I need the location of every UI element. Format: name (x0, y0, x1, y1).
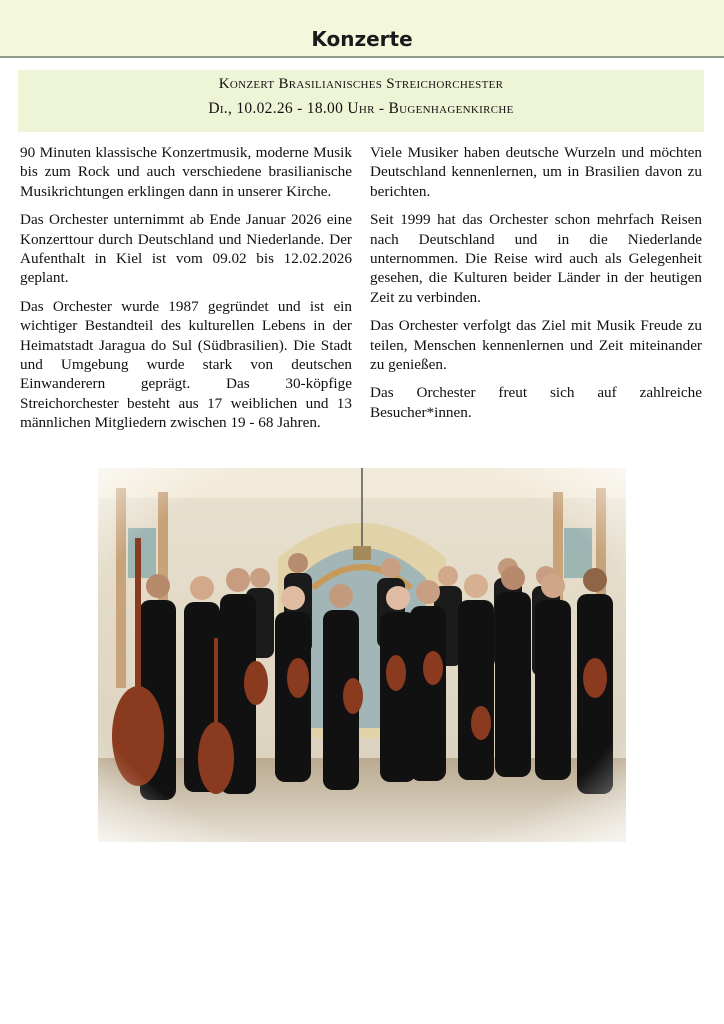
paragraph: Das Orchester verfolgt das Ziel mit Musik Freude zu teilen, Menschen kennenlernen und Zeit miteinander zu genießen. (370, 317, 702, 374)
orchestra-photo (98, 468, 626, 842)
page-header (0, 0, 724, 58)
article-column-left (20, 143, 352, 442)
article-column-right (370, 143, 702, 431)
event-title: Konzert Brasilianisches Streichorchester (218, 76, 504, 92)
paragraph: Das Orchester unternimmt ab Ende Januar 2026 eine Konzerttour durch Deutschland und Niederlande. Der Aufenthalt in Kiel ist vom 09.02 bis 12.02.2026 geplant. (20, 211, 352, 287)
event-box (18, 70, 704, 132)
paragraph: Seit 1999 hat das Orchester schon mehrfach Reisen nach Deutschland und in die Niederlande unternommen. Die Reise wird auch als Gelegenheit gesehen, die Kulturen beider Länder in der heutigen Zeit zu verbinden. (370, 211, 702, 306)
paragraph: 90 Minuten klassische Konzertmusik, moderne Musik bis zum Rock und auch verschiedene brasilianische Musikrichtungen erklingen dann in unserer Kirche. (20, 144, 352, 200)
event-details: Di., 10.02.26 - 18.00 Uhr - Bugenhagenkirche (208, 100, 514, 117)
paragraph: Das Orchester wurde 1987 gegründet und ist ein wichtiger Bestandteil des kulturellen Lebens in der Heimatstadt Jaragua do Sul (Südbrasilien). Die Stadt und Umgebung wurde stark von deutschen Einwanderern geprägt. Das 30-köpfige Streichorchester besteht aus 17 weiblichen und 13 männlichen Mitgliedern zwischen 19 - 68 Jahren. (20, 297, 352, 432)
paragraph: Das Orchester freut sich auf zahlreiche Besucher*innen. (370, 384, 702, 421)
page-title: Konzerte (311, 27, 413, 51)
paragraph: Viele Musiker haben deutsche Wurzeln und möchten Deutschland kennenlernen, um in Brasilien davon zu berichten. (370, 144, 702, 200)
